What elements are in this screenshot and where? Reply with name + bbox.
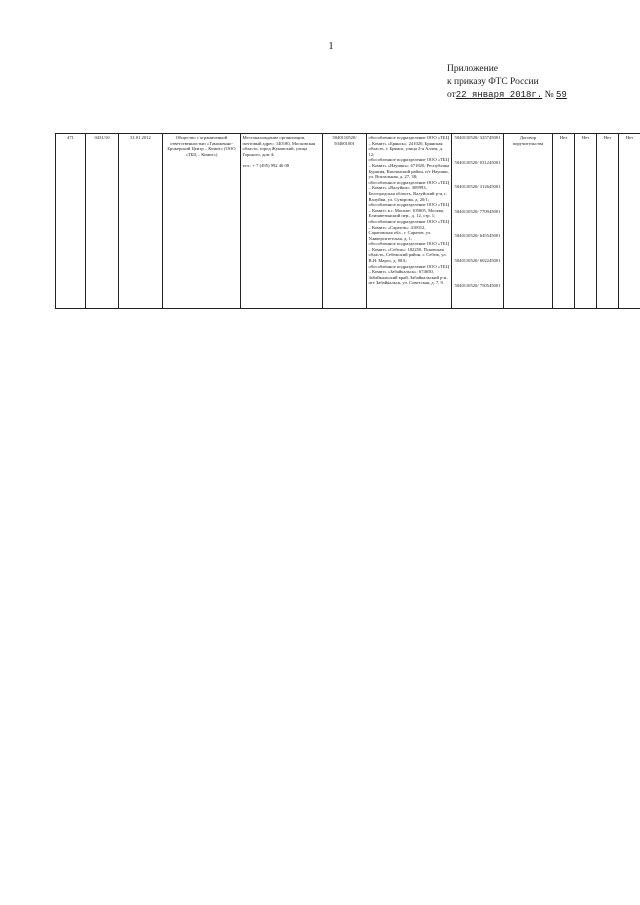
branch-item: обособленное подразделение ООО «ТБЦ – Комит» в г. Москве: 105005, Москва, Елизаветинский пер., д. 12, стр. 1; bbox=[368, 202, 449, 219]
table-row bbox=[56, 134, 640, 309]
cell-flag-3: Нет bbox=[597, 134, 619, 309]
page-number: 1 bbox=[328, 40, 334, 52]
branch-item: обособленное подразделение ООО «ТБЦ – Комит» «Саратов»: 410012, Саратовская обл., г. Саратов, ул. Университетская, д. 1; bbox=[368, 218, 449, 241]
date-prefix: от bbox=[447, 90, 456, 100]
date-value: 22 января 2018г. bbox=[455, 90, 543, 100]
branch-item: обособленное подразделение ООО «ТБЦ – Комит» «Забайкальск»: 674650, Забайкальский край, Забайкальский р-н, пгт Забайкальск, ул. Советская, д. 7, 9. bbox=[368, 263, 449, 286]
branch-code: 5040110520/ 602245001 bbox=[454, 257, 501, 263]
branch-code: 5040110520/ 750545001 bbox=[454, 282, 501, 288]
branch-item: обособленное подразделение ООО «ТБЦ – Комит» «Брянск»: 241020, Брянская область, г. Брянск, улица 2-я Аллея, д. 12; bbox=[368, 135, 449, 157]
cell-branches bbox=[367, 134, 452, 309]
number-label: № bbox=[544, 90, 554, 100]
cell-flag-4: Нет bbox=[619, 134, 640, 309]
number-value: 59 bbox=[556, 90, 567, 100]
register-table bbox=[55, 133, 640, 309]
cell-reg-number: 0431/10 bbox=[86, 134, 119, 309]
location-phone: тел.: + 7 (495) 992 46 08 bbox=[242, 163, 290, 169]
cell-flag-2: Нет bbox=[575, 134, 597, 309]
branch-code: 5040110520/ 770945001 bbox=[454, 208, 501, 214]
document-header bbox=[447, 63, 617, 102]
branch-code: 5040110520/ 645545001 bbox=[454, 233, 501, 239]
location-address: Местонахождение организации, почтовый адрес: 140180, Московская область, город Жуковский, улица Горького, дом 4; bbox=[242, 135, 316, 157]
cell-branch-codes bbox=[452, 134, 504, 309]
header-line-2: к приказу ФТС России bbox=[447, 77, 539, 87]
cell-reg-date: 31.01.2012 bbox=[119, 134, 163, 309]
branch-item: обособленное подразделение ООО «ТБЦ – Комит» «Себеж»: 182250, Псковская область, Себежский район, г. Себеж, ул. В.И. Марго, д. 98А; bbox=[368, 241, 449, 264]
cell-seq: 471 bbox=[56, 134, 86, 309]
branch-code: 5040110520/ 312645001 bbox=[454, 184, 501, 190]
branch-code: 5040110520/ 325745001 bbox=[454, 135, 501, 140]
header-line-1: Приложение bbox=[447, 64, 498, 74]
cell-location bbox=[241, 134, 323, 309]
branch-item: обособленное подразделение ООО «ТБЦ – Комит» «Валуйки»: 309993, Белгородская область, Валуйский р-н, г. Валуйки, ул. Суворова, д. 20/1; bbox=[368, 179, 449, 202]
cell-inn-kpp: 5040110520/ 504001001 bbox=[323, 134, 367, 309]
cell-flag-1: Нет bbox=[553, 134, 575, 309]
header-date-line bbox=[447, 89, 617, 102]
cell-basis: Договор поручительства bbox=[504, 134, 553, 309]
branch-item: обособленное подразделение ООО «ТБЦ – Комит» «Наушки»: 671820, Республика Бурятия, Кяхтинский район, п/т Наушки, ул. Вокзальная, д. 27, 38; bbox=[368, 157, 450, 180]
cell-org-name: Общество с ограниченной ответственностью «Таможенно-Брокерский Центр – Комит» (ООО «ТБЦ – Комит») bbox=[163, 134, 241, 309]
branch-code: 5040110520/ 031245001 bbox=[454, 159, 501, 165]
